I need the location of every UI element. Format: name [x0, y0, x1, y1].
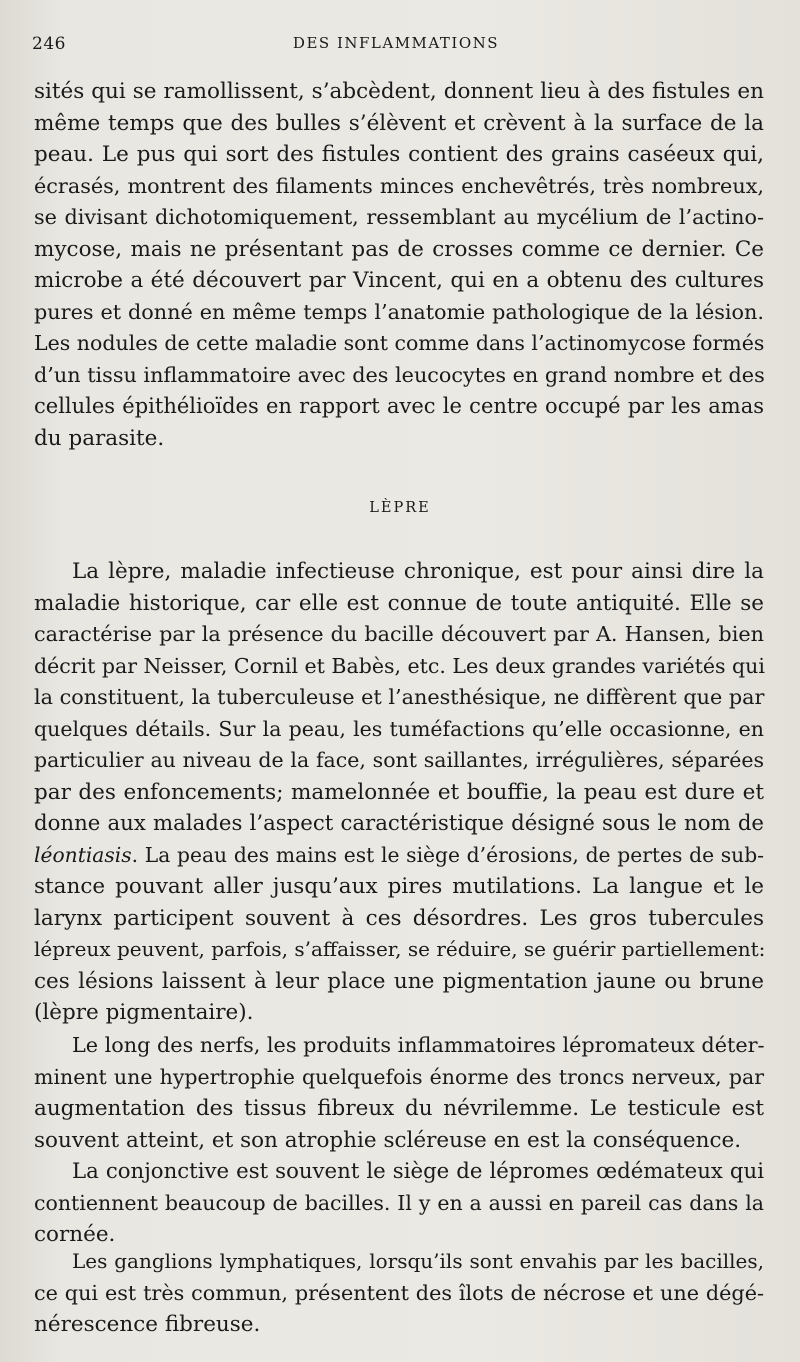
- text-line: même temps que des bulles s’élèvent et crèvent à la surface de la: [34, 110, 764, 136]
- lepre-paragraph: [34, 556, 764, 1029]
- text-line: sités qui se ramollissent, s’abcèdent, donnent lieu à des fistules en: [34, 79, 764, 104]
- text-line: ce qui est très commun, présentent des îlots de nécrose et une dégé-: [34, 1280, 764, 1305]
- page-number: 246: [32, 34, 66, 54]
- text-line: nérescence fibreuse.: [34, 1312, 261, 1337]
- text-line: Les ganglions lymphatiques, lorsqu’ils sont envahis par les bacilles,: [72, 1249, 764, 1273]
- text-line-leontiasis: [34, 840, 764, 872]
- intro-paragraph: [34, 76, 764, 454]
- text-line: mycose, mais ne présentant pas de crosses comme ce dernier. Ce: [34, 236, 764, 262]
- text-line: larynx participent souvent à ces désordres. Les gros tubercules: [34, 905, 764, 931]
- text-line: lépreux peuvent, parfois, s’affaisser, se réduire, se guérir partiellement:: [34, 937, 766, 961]
- text-line: d’un tissu inflammatoire avec des leucocytes en grand nombre et des: [34, 362, 765, 387]
- text-line: maladie historique, car elle est connue de toute antiquité. Elle se: [34, 590, 764, 616]
- text-line: écrasés, montrent des filaments minces enchevêtrés, très nombreux,: [34, 173, 764, 198]
- text-line: cornée.: [34, 1222, 116, 1247]
- text-line: ces lésions laissent à leur place une pigmentation jaune ou brune: [34, 968, 764, 994]
- text-line: pures et donné en même temps l’anatomie pathologique de la lésion.: [34, 299, 764, 324]
- running-title: DES INFLAMMATIONS: [292, 34, 500, 52]
- text-line: (lèpre pigmentaire).: [34, 1000, 254, 1025]
- text-line: souvent atteint, et son atrophie scléreuse en est la conséquence.: [34, 1127, 742, 1153]
- text-line: microbe a été découvert par Vincent, qui en a obtenu des cultures: [34, 268, 764, 293]
- text-line: donne aux malades l’aspect caractéristique désigné sous le nom de: [34, 811, 764, 836]
- text-line: Les nodules de cette maladie sont comme dans l’actinomycose formés: [34, 331, 765, 355]
- conjunctiva-paragraph: [34, 1156, 764, 1251]
- text-line: cellules épithélioïdes en rapport avec le centre occupé par les amas: [34, 394, 764, 418]
- text-line: particulier au niveau de la face, sont saillantes, irrégulières, séparées: [34, 748, 764, 772]
- text-line: caractérise par la présence du bacille découvert par A. Hansen, bien: [34, 622, 764, 646]
- text-line: contiennent beaucoup de bacilles. Il y en a aussi en pareil cas dans la: [34, 1190, 764, 1215]
- text-line: la constituent, la tuberculeuse et l’anesthésique, ne diffèrent que par: [34, 685, 765, 709]
- nerves-paragraph: [34, 1030, 764, 1156]
- text-line: stance pouvant aller jusqu’aux pires mutilations. La langue et le: [34, 874, 764, 899]
- italic-term: léontiasis: [34, 842, 132, 867]
- text-line: décrit par Neisser, Cornil et Babès, etc. Les deux grandes variétés qui: [34, 653, 765, 678]
- text-continuation: . La peau des mains est le siège d’érosions, de pertes de sub-: [131, 842, 764, 867]
- text-line: du parasite.: [34, 425, 165, 451]
- text-line: se divisant dichotomiquement, ressemblant au mycélium de l’actino-: [34, 205, 764, 229]
- text-line: minent une hypertrophie quelquefois énorme des troncs nerveux, par: [34, 1064, 764, 1089]
- text-line: peau. Le pus qui sort des fistules contient des grains caséeux qui,: [34, 142, 764, 167]
- page-header: [32, 34, 760, 58]
- section-title: LÈPRE: [369, 500, 431, 516]
- text-line: augmentation des tissus fibreux du névrilemme. Le testicule est: [34, 1096, 764, 1121]
- text-line: quelques détails. Sur la peau, les tuméfactions qu’elle occasionne, en: [34, 716, 764, 741]
- text-line: Le long des nerfs, les produits inflammatoires lépromateux déter-: [72, 1033, 765, 1057]
- ganglia-paragraph: [34, 1246, 764, 1341]
- text-line: La lèpre, maladie infectieuse chronique, est pour ainsi dire la: [72, 559, 764, 584]
- text-line: par des enfoncements; mamelonnée et bouffie, la peau est dure et: [34, 779, 764, 805]
- text-line: La conjonctive est souvent le siège de lépromes œdémateux qui: [72, 1159, 764, 1184]
